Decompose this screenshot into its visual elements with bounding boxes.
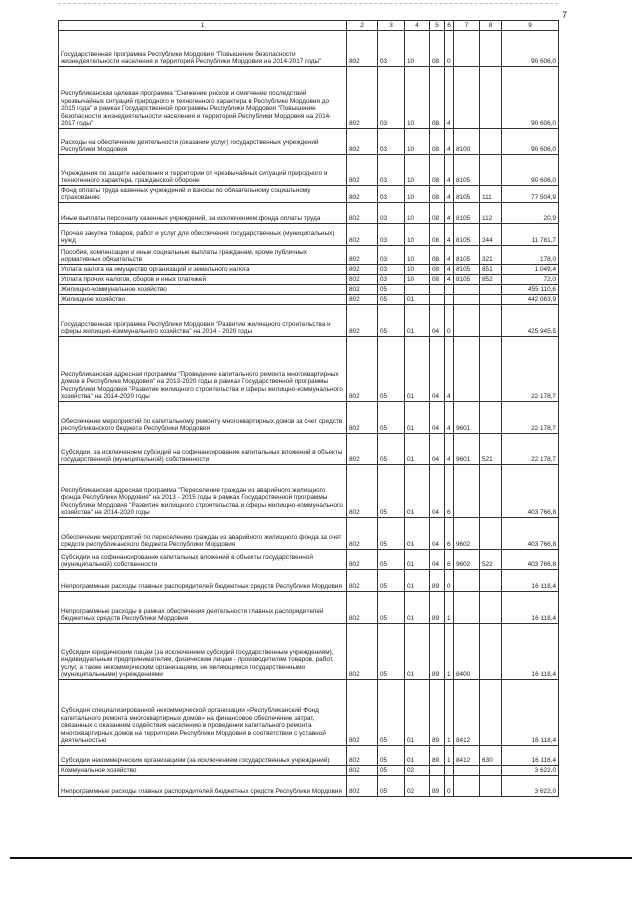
row-code-cell: 8105 (454, 203, 480, 224)
row-code-cell: 04 (430, 337, 445, 402)
row-code-cell: 802 (347, 246, 378, 265)
table-row (59, 746, 559, 766)
row-code-cell: 4 (445, 275, 454, 285)
row-code-cell: 630 (480, 746, 502, 766)
row-code-cell: 4 (445, 434, 454, 465)
row-amount-cell: 455 110,6 (502, 285, 559, 295)
row-code-cell: 802 (347, 31, 378, 67)
row-code-cell: 01 (405, 465, 430, 518)
row-code-cell (480, 67, 502, 129)
row-code-cell: 802 (347, 402, 378, 434)
header-cell: 1 (59, 21, 347, 31)
row-code-cell (480, 518, 502, 550)
row-code-cell: 851 (480, 265, 502, 275)
row-name-cell: Фонд оплаты труда казенных учреждений и взносы по обязательному социальному страхованию (59, 186, 347, 203)
header-cell: 8 (480, 21, 502, 31)
row-name-cell: Пособия, компенсации и иные социальные выплаты гражданам, кроме публичных нормативных обязательств (59, 246, 347, 265)
row-code-cell: 89 (430, 776, 445, 797)
row-code-cell (454, 295, 480, 305)
row-code-cell: 03 (378, 224, 405, 246)
row-code-cell: 9602 (454, 518, 480, 550)
row-code-cell: 01 (405, 624, 430, 680)
row-code-cell: 10 (405, 67, 430, 129)
row-code-cell: 89 (430, 592, 445, 624)
row-code-cell (480, 31, 502, 67)
row-code-cell (480, 305, 502, 337)
row-name-cell: Непрограммные расходы главных распорядителей бюджетных средств Республики Мордовия (59, 570, 347, 592)
row-code-cell: 03 (378, 275, 405, 285)
row-code-cell: 04 (430, 518, 445, 550)
row-name-cell: Обеспечение мероприятий по переселению граждан из аварийного жилищного фонда за счет средств республиканского бюджета Республики Мордовия (59, 518, 347, 550)
row-code-cell (405, 285, 430, 295)
row-code-cell: 802 (347, 624, 378, 680)
table-row (59, 434, 559, 465)
row-code-cell: 802 (347, 203, 378, 224)
row-code-cell: 9601 (454, 434, 480, 465)
row-code-cell: 802 (347, 766, 378, 776)
row-code-cell: 01 (405, 550, 430, 570)
table-row (59, 67, 559, 129)
row-code-cell: 802 (347, 67, 378, 129)
row-code-cell: 8105 (454, 224, 480, 246)
table-row (59, 518, 559, 550)
row-code-cell: 1 (445, 746, 454, 766)
row-code-cell: 10 (405, 129, 430, 155)
row-code-cell: 01 (405, 680, 430, 746)
row-name-cell: Уплата прочих налогов, сборов и иных платежей (59, 275, 347, 285)
row-code-cell: 802 (347, 305, 378, 337)
row-code-cell: 4 (445, 67, 454, 129)
row-code-cell: 802 (347, 275, 378, 285)
row-code-cell: 03 (378, 186, 405, 203)
row-code-cell: 08 (430, 265, 445, 275)
row-code-cell: 08 (430, 224, 445, 246)
row-code-cell (445, 285, 454, 295)
row-code-cell (454, 570, 480, 592)
row-code-cell: 802 (347, 746, 378, 766)
row-name-cell: Субсидии некоммерческим организациям (за исключением государственных учреждений) (59, 746, 347, 766)
table-row (59, 203, 559, 224)
header-cell: 6 (445, 21, 454, 31)
row-code-cell: 05 (378, 570, 405, 592)
row-code-cell: 8105 (454, 246, 480, 265)
row-code-cell: 05 (378, 550, 405, 570)
row-code-cell: 05 (378, 337, 405, 402)
header-cell: 4 (405, 21, 430, 31)
row-amount-cell: 22 178,7 (502, 434, 559, 465)
row-amount-cell: 11 781,7 (502, 224, 559, 246)
row-code-cell: 6 (445, 550, 454, 570)
table-row (59, 465, 559, 518)
row-name-cell: Непрограммные расходы в рамках обеспечения деятельности главных распорядителей бюджетных средств Республики Мордовия (59, 592, 347, 624)
row-code-cell: 802 (347, 776, 378, 797)
row-name-cell: Субсидия специализированной некоммерческой организации «Республиканский Фонд капитального ремонта многоквартирных домов» на финансовое обеспечение затрат, связанных с оказанием содействия населению в проведении капитального ремонта многоквартирных домов на территории Республики Мордовия в соответствии с уставной деятельностью (59, 680, 347, 746)
row-name-cell: Жилищно-коммунальное хозяйство (59, 285, 347, 295)
table-row (59, 246, 559, 265)
row-code-cell: 0 (445, 570, 454, 592)
row-code-cell (454, 337, 480, 402)
table-row (59, 295, 559, 305)
row-code-cell: 08 (430, 31, 445, 67)
row-code-cell: 89 (430, 680, 445, 746)
row-name-cell: Жилищное хозяйство (59, 295, 347, 305)
row-code-cell (480, 129, 502, 155)
row-code-cell: 8400 (454, 624, 480, 680)
row-code-cell: 4 (445, 129, 454, 155)
header-cell: 3 (378, 21, 405, 31)
row-code-cell: 05 (378, 295, 405, 305)
row-amount-cell: 3 622,0 (502, 766, 559, 776)
row-code-cell: 1 (445, 592, 454, 624)
row-code-cell: 01 (405, 518, 430, 550)
row-code-cell: 8105 (454, 155, 480, 186)
row-amount-cell: 16 118,4 (502, 624, 559, 680)
row-code-cell: 05 (378, 592, 405, 624)
row-code-cell: 802 (347, 285, 378, 295)
top-scan-rule (58, 3, 558, 4)
row-code-cell (480, 624, 502, 680)
row-code-cell: 10 (405, 224, 430, 246)
row-code-cell: 802 (347, 186, 378, 203)
table-row (59, 592, 559, 624)
row-code-cell: 0 (445, 305, 454, 337)
row-code-cell: 08 (430, 186, 445, 203)
row-code-cell: 08 (430, 67, 445, 129)
row-name-cell: Государственная программа Республики Мордовия "Повышение безопасности жизнедеятельности населения и территорий Республики Мордовия на 2014-2017 годы" (59, 31, 347, 67)
row-code-cell: 1 (445, 624, 454, 680)
row-code-cell: 9602 (454, 550, 480, 570)
row-code-cell: 05 (378, 624, 405, 680)
row-code-cell (430, 295, 445, 305)
row-code-cell: 802 (347, 434, 378, 465)
row-code-cell (480, 680, 502, 746)
row-name-cell: Обеспечение мероприятий по капитальному ремонту многоквартирных домов за счет средств республиканского бюджета Республики Мордовия (59, 402, 347, 434)
row-code-cell: 802 (347, 265, 378, 275)
row-code-cell: 01 (405, 305, 430, 337)
row-code-cell: 802 (347, 592, 378, 624)
table-row (59, 285, 559, 295)
row-code-cell: 08 (430, 155, 445, 186)
row-amount-cell: 90 606,0 (502, 31, 559, 67)
row-amount-cell: 1 049,4 (502, 265, 559, 275)
row-code-cell: 05 (378, 465, 405, 518)
row-code-cell: 08 (430, 275, 445, 285)
row-code-cell: 05 (378, 402, 405, 434)
row-code-cell: 802 (347, 155, 378, 186)
row-code-cell (430, 285, 445, 295)
row-code-cell (480, 285, 502, 295)
row-name-cell: Учреждения по защите населения и территории от чрезвычайных ситуаций природного и техногенного характера, гражданской обороне (59, 155, 347, 186)
row-code-cell (480, 776, 502, 797)
row-code-cell (430, 766, 445, 776)
row-code-cell: 521 (480, 434, 502, 465)
row-code-cell (445, 295, 454, 305)
row-code-cell: 9601 (454, 402, 480, 434)
table-row (59, 776, 559, 797)
row-code-cell: 03 (378, 246, 405, 265)
row-code-cell: 02 (405, 766, 430, 776)
row-code-cell (454, 285, 480, 295)
row-amount-cell: 16 118,4 (502, 680, 559, 746)
row-code-cell: 05 (378, 746, 405, 766)
page-number: 7 (562, 10, 568, 20)
row-code-cell: 6 (445, 518, 454, 550)
row-code-cell (480, 570, 502, 592)
table-row (59, 224, 559, 246)
row-code-cell: 03 (378, 265, 405, 275)
row-code-cell: 4 (445, 246, 454, 265)
row-code-cell: 03 (378, 155, 405, 186)
row-code-cell: 802 (347, 337, 378, 402)
row-code-cell: 08 (430, 129, 445, 155)
row-code-cell: 321 (480, 246, 502, 265)
row-code-cell: 802 (347, 680, 378, 746)
row-code-cell (480, 295, 502, 305)
row-code-cell: 4 (445, 155, 454, 186)
row-code-cell (454, 592, 480, 624)
row-code-cell: 04 (430, 434, 445, 465)
row-code-cell: 111 (480, 186, 502, 203)
row-code-cell: 03 (378, 203, 405, 224)
row-amount-cell: 16 118,4 (502, 746, 559, 766)
row-code-cell: 6 (445, 465, 454, 518)
table-row (59, 624, 559, 680)
row-name-cell: Субсидии юридическим лицам (за исключением субсидий государственным учреждениям), индивидуальным предпринимателям, физическим лицам - производителям товаров, работ, услуг, а также некоммерческим организациям, не являющимся государственными (муниципальными) учреждениями (59, 624, 347, 680)
table-row (59, 402, 559, 434)
row-code-cell: 05 (378, 680, 405, 746)
header-cell: 9 (502, 21, 559, 31)
row-amount-cell: 403 766,8 (502, 550, 559, 570)
row-code-cell: 10 (405, 246, 430, 265)
row-code-cell: 89 (430, 570, 445, 592)
row-code-cell: 802 (347, 570, 378, 592)
row-amount-cell: 90 606,0 (502, 67, 559, 129)
row-code-cell: 05 (378, 305, 405, 337)
row-name-cell: Коммунальное хозяйство (59, 766, 347, 776)
row-code-cell: 10 (405, 203, 430, 224)
row-name-cell: Непрограммные расходы главных распорядителей бюджетных средств Республики Мордовия (59, 776, 347, 797)
row-amount-cell: 403 766,8 (502, 518, 559, 550)
table-row (59, 337, 559, 402)
row-code-cell (480, 592, 502, 624)
row-name-cell: Уплата налога на имущество организаций и земельного налога (59, 265, 347, 275)
row-code-cell: 4 (445, 186, 454, 203)
row-amount-cell: 22 178,7 (502, 337, 559, 402)
row-code-cell (454, 465, 480, 518)
row-code-cell: 03 (378, 129, 405, 155)
row-code-cell: 04 (430, 402, 445, 434)
row-code-cell: 802 (347, 129, 378, 155)
row-code-cell: 8105 (454, 265, 480, 275)
row-code-cell: 02 (405, 776, 430, 797)
row-code-cell (480, 402, 502, 434)
row-code-cell: 4 (445, 337, 454, 402)
row-code-cell: 05 (378, 285, 405, 295)
row-code-cell: 802 (347, 224, 378, 246)
row-code-cell: 01 (405, 746, 430, 766)
row-code-cell (480, 766, 502, 776)
row-code-cell: 05 (378, 766, 405, 776)
row-amount-cell: 403 766,8 (502, 465, 559, 518)
row-amount-cell: 442 063,9 (502, 295, 559, 305)
row-code-cell: 10 (405, 31, 430, 67)
row-code-cell: 8412 (454, 680, 480, 746)
row-amount-cell: 90 606,0 (502, 129, 559, 155)
header-cell: 5 (430, 21, 445, 31)
row-code-cell: 04 (430, 305, 445, 337)
row-code-cell: 05 (378, 434, 405, 465)
row-code-cell: 10 (405, 275, 430, 285)
row-code-cell: 4 (445, 224, 454, 246)
row-code-cell: 802 (347, 550, 378, 570)
row-code-cell: 89 (430, 624, 445, 680)
row-code-cell: 10 (405, 265, 430, 275)
table-row (59, 155, 559, 186)
table-row (59, 129, 559, 155)
row-name-cell: Субсидии, за исключением субсидий на софинансирование капитальных вложений в объекты государственной (муниципальной) собственности (59, 434, 347, 465)
row-code-cell: 01 (405, 570, 430, 592)
table-row (59, 265, 559, 275)
row-code-cell: 01 (405, 337, 430, 402)
row-name-cell: Субсидии на софинансирование капитальных вложений в объекты государственной (муниципальной) собственности (59, 550, 347, 570)
row-code-cell: 522 (480, 550, 502, 570)
row-code-cell: 802 (347, 465, 378, 518)
row-code-cell: 05 (378, 776, 405, 797)
row-code-cell (454, 776, 480, 797)
row-code-cell: 4 (445, 203, 454, 224)
row-name-cell: Иные выплаты персоналу казенных учреждений, за исключением фонда оплаты труда (59, 203, 347, 224)
header-cell: 2 (347, 21, 378, 31)
row-code-cell: 01 (405, 295, 430, 305)
row-name-cell: Республиканская адресная программа "Переселение граждан из аварийного жилищного фонда Республики Мордовия" на 2013 - 2015 годы в рамках Государственной программы Республики Мордовия "Развитие жилищного строительства и сферы жилищно-коммунального хозяйства" на 2014-2020 годы (59, 465, 347, 518)
row-code-cell (480, 465, 502, 518)
row-amount-cell: 72,0 (502, 275, 559, 285)
row-code-cell: 08 (430, 246, 445, 265)
row-code-cell: 8412 (454, 746, 480, 766)
row-code-cell: 04 (430, 550, 445, 570)
table-row (59, 305, 559, 337)
table-row (59, 275, 559, 285)
budget-table (58, 20, 559, 797)
row-code-cell: 0 (445, 776, 454, 797)
row-code-cell (454, 67, 480, 129)
row-name-cell: Расходы на обеспечение деятельности (оказание услуг) государственных учреждений Республики Мордовия (59, 129, 347, 155)
row-code-cell (454, 31, 480, 67)
row-amount-cell: 16 118,4 (502, 570, 559, 592)
row-code-cell: 8105 (454, 186, 480, 203)
row-code-cell (445, 766, 454, 776)
row-amount-cell: 178,0 (502, 246, 559, 265)
row-name-cell: Государственная программа Республики Мордовия "Развитие жилищного строительства и сферы жилищно-коммунального хозяйства" на 2014 - 2020 годы (59, 305, 347, 337)
row-amount-cell: 425 945,5 (502, 305, 559, 337)
row-amount-cell: 20,9 (502, 203, 559, 224)
row-code-cell: 8105 (454, 275, 480, 285)
row-code-cell (454, 766, 480, 776)
table-row (59, 186, 559, 203)
table-row (59, 766, 559, 776)
row-code-cell: 01 (405, 434, 430, 465)
row-name-cell: Прочая закупка товаров, работ и услуг для обеспечения государственных (муниципальных) нужд (59, 224, 347, 246)
row-code-cell: 01 (405, 592, 430, 624)
row-code-cell: 05 (378, 518, 405, 550)
header-cell: 7 (454, 21, 480, 31)
row-code-cell: 10 (405, 155, 430, 186)
row-code-cell: 10 (405, 186, 430, 203)
row-amount-cell: 90 606,0 (502, 155, 559, 186)
row-code-cell: 03 (378, 31, 405, 67)
row-code-cell: 89 (430, 746, 445, 766)
table-row (59, 680, 559, 746)
row-amount-cell: 77 504,9 (502, 186, 559, 203)
table-row (59, 550, 559, 570)
row-code-cell: 0 (445, 31, 454, 67)
row-code-cell: 03 (378, 67, 405, 129)
table-header-row (59, 21, 559, 31)
row-code-cell: 4 (445, 402, 454, 434)
row-code-cell (480, 155, 502, 186)
row-code-cell: 4 (445, 265, 454, 275)
row-code-cell: 802 (347, 295, 378, 305)
row-code-cell: 1 (445, 680, 454, 746)
bottom-scan-rule (10, 857, 632, 859)
row-code-cell: 08 (430, 203, 445, 224)
row-name-cell: Республиканская целевая программа "Снижение рисков и смягчение последствий чрезвычайных ситуаций природного и техногенного характера в Республике Мордовия до 2015 года" в рамках Государственной программы Республики Мордовия "Повышение безопасности жизнедеятельности населения и территорий Республики Мордовия на 2014-2017 годы" (59, 67, 347, 129)
row-code-cell: 852 (480, 275, 502, 285)
row-amount-cell: 22 178,7 (502, 402, 559, 434)
row-code-cell: 112 (480, 203, 502, 224)
table-row (59, 570, 559, 592)
row-code-cell: 04 (430, 465, 445, 518)
row-code-cell (454, 305, 480, 337)
row-name-cell: Республиканская адресная программа "Проведение капитального ремонта многоквартирных домов в Республике Мордовия" на 2013-2020 годы в рамках Государственной программы Республики Мордовия "Развитие жилищного строительства и сферы жилищно-коммунального хозяйства" на 2014-2020 годы (59, 337, 347, 402)
row-code-cell: 01 (405, 402, 430, 434)
row-code-cell: 8100 (454, 129, 480, 155)
row-amount-cell: 3 622,0 (502, 776, 559, 797)
row-code-cell: 244 (480, 224, 502, 246)
row-amount-cell: 16 118,4 (502, 592, 559, 624)
row-code-cell: 802 (347, 518, 378, 550)
table-row (59, 31, 559, 67)
row-code-cell (480, 337, 502, 402)
